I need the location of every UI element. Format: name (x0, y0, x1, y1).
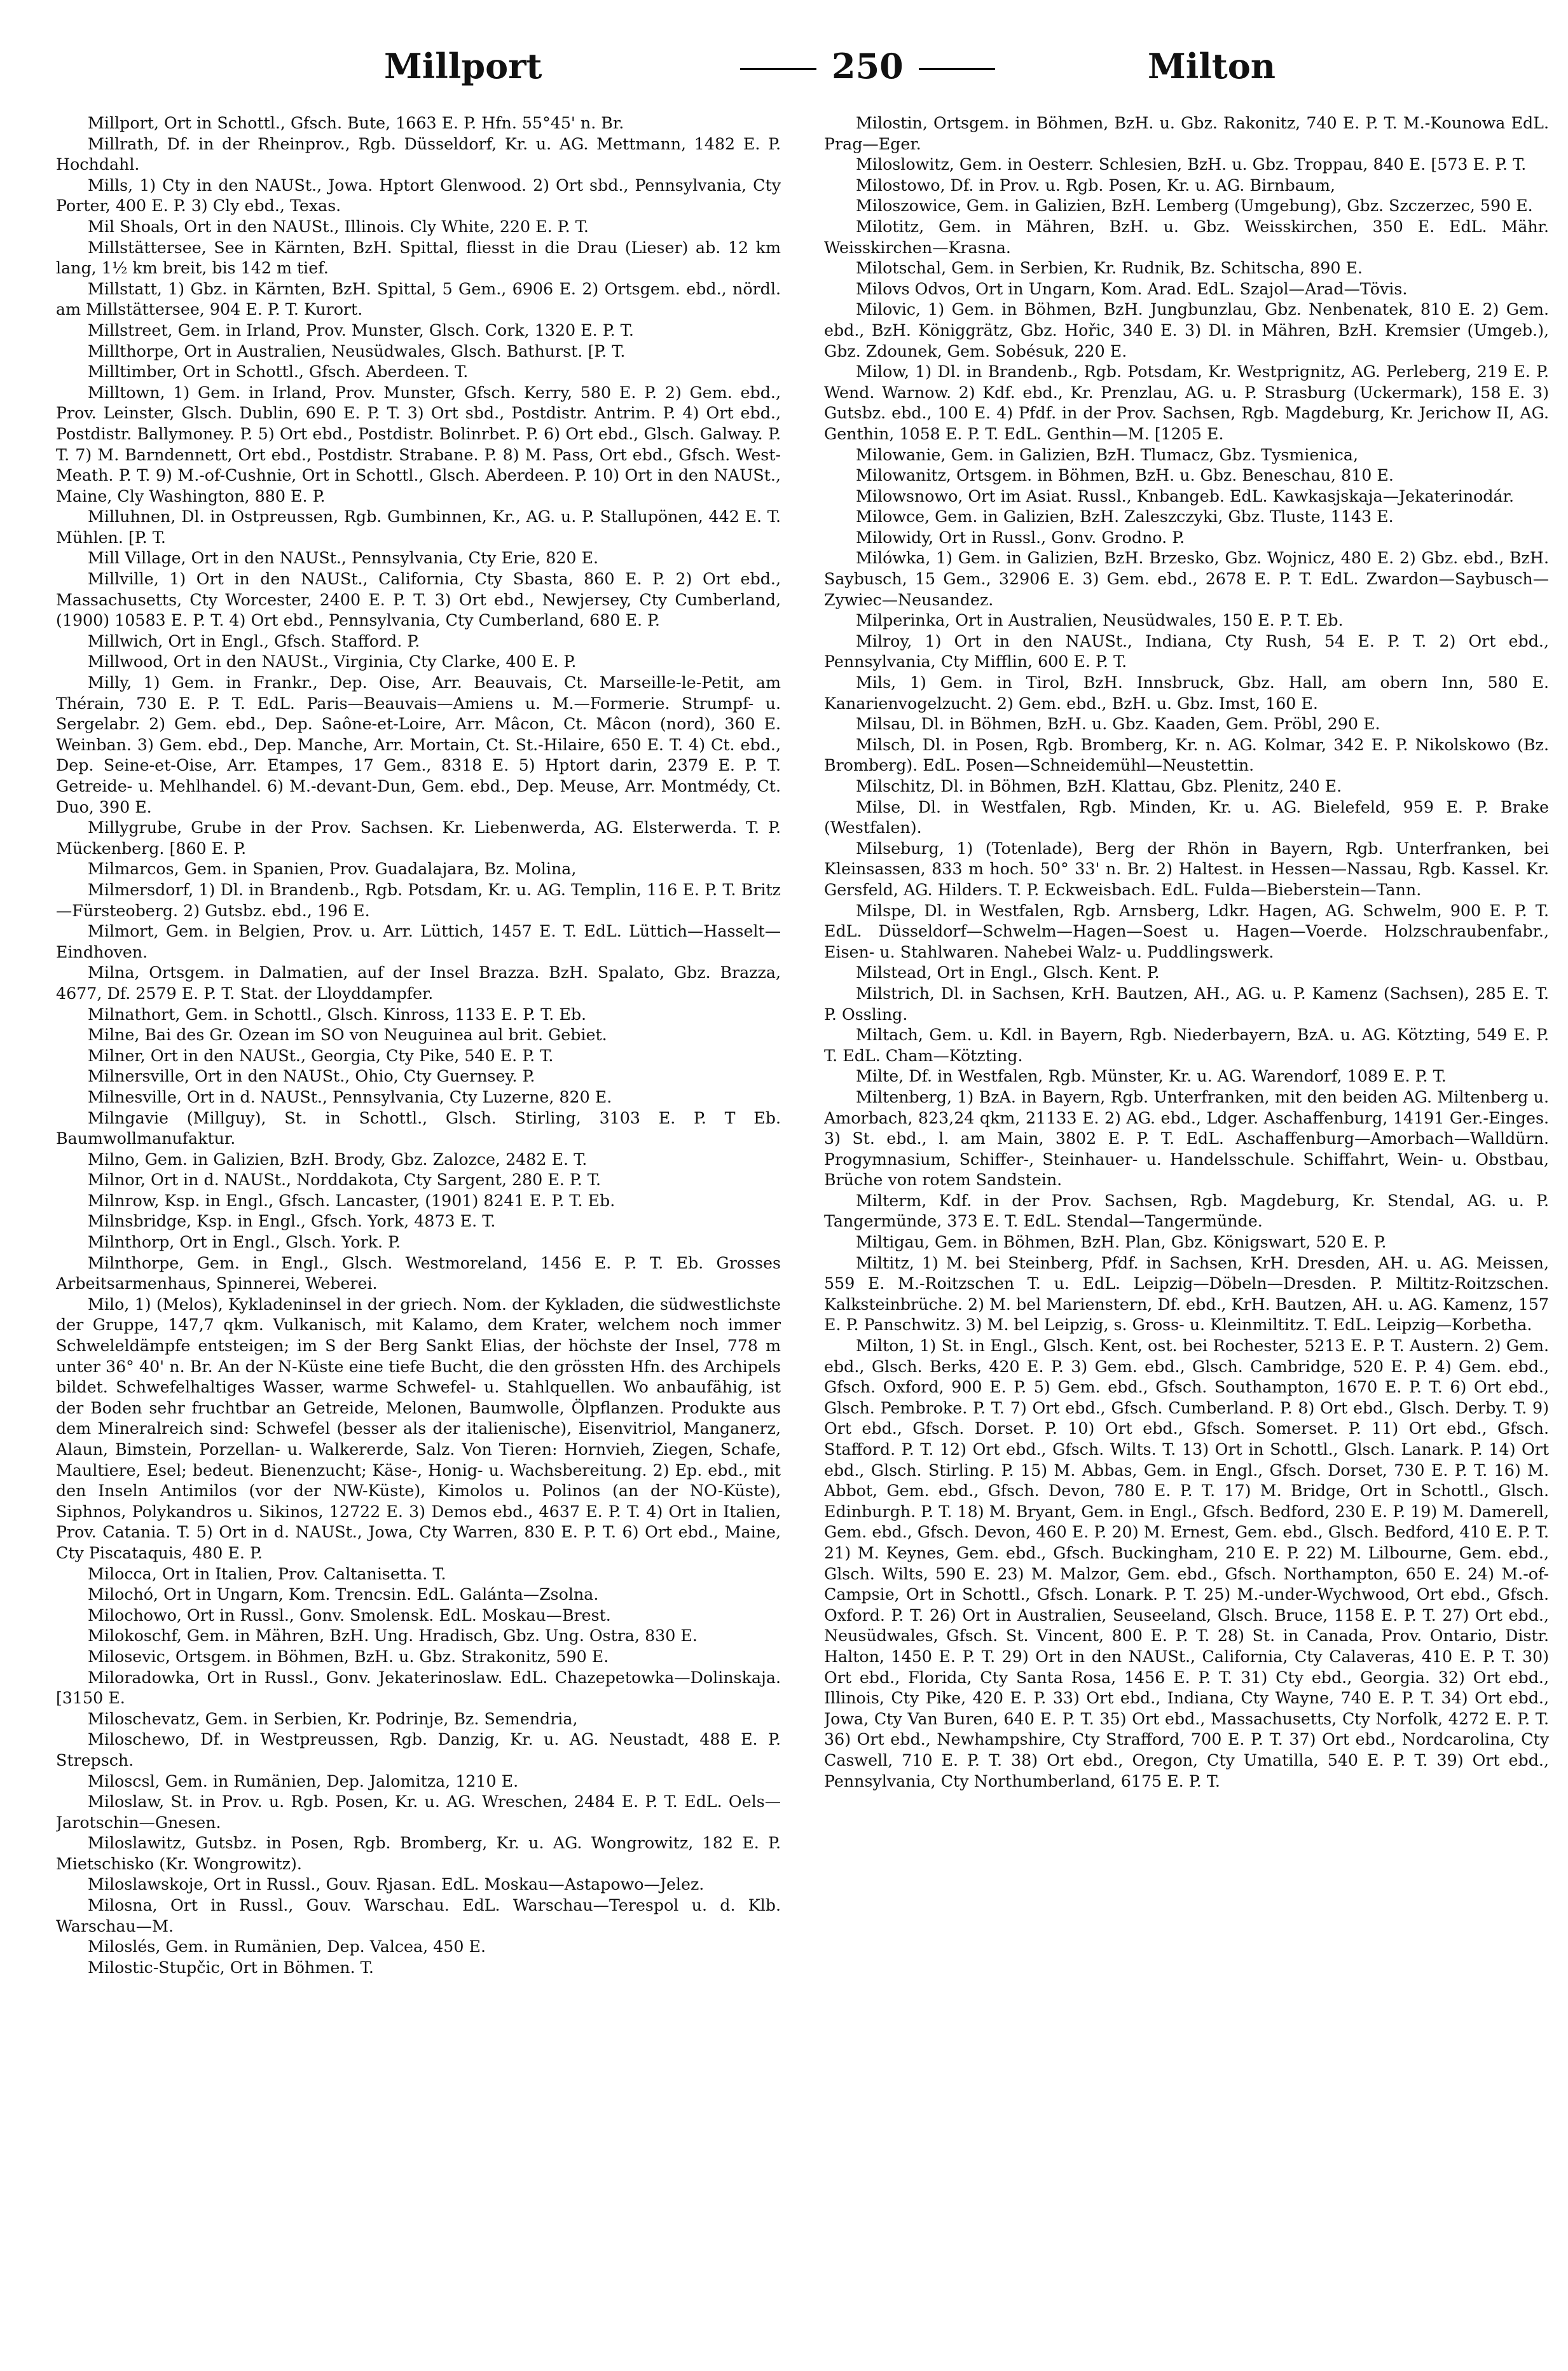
gazetteer-entry: Millwich, Ort in Engl., Gfsch. Stafford. P. (88, 631, 420, 650)
header-first-entry: Millport (384, 46, 542, 86)
gazetteer-entry: Milostin, Ortsgem. in Böhmen, BzH. u. Gbz. Rakonitz, 740 E. P. T. M.-Kounowa EdL. Prag—Eger. (824, 114, 1549, 153)
gazetteer-entry: Miloslés, Gem. in Rumänien, Dep. Valcea, 450 E. (88, 1937, 486, 1956)
gazetteer-entry: Milnesville, Ort in d. NAUSt., Pennsylvania, Cty Luzerne, 820 E. (88, 1087, 612, 1106)
gazetteer-entry: Milowidy, Ort in Russl., Gonv. Grodno. P. (856, 528, 1185, 547)
gazetteer-entry: Milowce, Gem. in Galizien, BzH. Zaleszczyki, Gbz. Tluste, 1143 E. (856, 507, 1394, 526)
gazetteer-entry: Milstrich, Dl. in Sachsen, KrH. Bautzen, AH., AG. u. P. Kamenz (Sachsen), 285 E. T. P. Ossling. (824, 984, 1549, 1024)
gazetteer-entry: Milmarcos, Gem. in Spanien, Prov. Guadalajara, Bz. Molina, (88, 860, 577, 879)
gazetteer-entry: Millville, 1) Ort in den NAUSt., California, Cty Sbasta, 860 E. P. 2) Ort ebd., Massachusetts, Cty Worcester, 2400 E. P. T. 3) Ort ebd., Newjersey, Cty Cumberland, (1900) 10583 E. P. T. 4) Ort ebd., Pennsylvania, Cty Cumberland, 680 E. P. (56, 570, 781, 630)
gazetteer-entry: Milltimber, Ort in Schottl., Gfsch. Aberdeen. T. (88, 362, 469, 381)
gazetteer-entry: Milostowo, Df. in Prov. u. Rgb. Posen, Kr. u. AG. Birnbaum, (856, 175, 1336, 195)
gazetteer-entry: Miltenberg, 1) BzA. in Bayern, Rgb. Unterfranken, mit den beiden AG. Miltenberg u. Amorbach, 823,24 qkm, 21133 E. 2) AG. ebd., Ldger. Aschaffenburg, 14191 Ger.-Einges. 3) St. ebd., l. am Main, 3802 E. P. T. EdL. Aschaffenburg—Amorbach—Walldürn. Progymnasium, Schiffer-, Steinhauer- u. Handelsschule. Schiffahrt, Wein- u. Obstbau, Brüche von rotem Sandstein. (824, 1087, 1549, 1190)
gazetteer-entry: Miltigau, Gem. in Böhmen, BzH. Plan, Gbz. Königswart, 520 E. P. (856, 1233, 1387, 1252)
gazetteer-entry: Milna, Ortsgem. in Dalmatien, auf der Insel Brazza. BzH. Spalato, Gbz. Brazza, 4677, Df. 2579 E. P. T. Stat. der Lloyddampfer. (56, 963, 781, 1003)
gazetteer-entry: Mill Village, Ort in den NAUSt., Pennsylvania, Cty Erie, 820 E. (88, 549, 599, 568)
gazetteer-entry: Millwood, Ort in den NAUSt., Virginia, Cty Clarke, 400 E. P. (88, 652, 577, 671)
gazetteer-entry: Milner, Ort in den NAUSt., Georgia, Cty Pike, 540 E. P. T. (88, 1046, 554, 1065)
gazetteer-entry: Miloschewo, Df. in Westpreussen, Rgb. Danzig, Kr. u. AG. Neustadt, 488 E. P. Strepsch. (56, 1730, 781, 1770)
right-column (824, 113, 1549, 2339)
gazetteer-entry: Mils, 1) Gem. in Tirol, BzH. Innsbruck, Gbz. Hall, am obern Inn, 580 E. Kanarienvogelzucht. 2) Gem. ebd., BzH. u. Gbz. Imst, 160 E. (824, 673, 1549, 713)
gazetteer-entry: Milly, 1) Gem. in Frankr., Dep. Oise, Arr. Beauvais, Ct. Marseille-le-Petit, am Thérain, 730 E. P. T. EdL. Paris—Beauvais—Amiens u. M.—Formerie. Strumpf- u. Sergelabr. 2) Gem. ebd., Dep. Saône-et-Loire, Arr. Mâcon, Ct. Mâcon (nord), 360 E. Weinban. 3) Gem. ebd., Dep. Manche, Arr. Mortain, Ct. St.-Hilaire, 650 E. T. 4) Ct. ebd., Dep. Seine-et-Oise, Arr. Etampes, 17 Gem., 8318 E. 5) Hptort darin, 2379 E. P. T. Getreide- u. Mehlhandel. 6) M.-devant-Dun, Gem. ebd., Dep. Meuse, Arr. Montmédy, Ct. Duo, 390 E. (56, 673, 781, 816)
gazetteer-entry: Mil Shoals, Ort in den NAUSt., Illinois. Cly White, 220 E. P. T. (88, 217, 589, 236)
gazetteer-entry: Milówka, 1) Gem. in Galizien, BzH. Brzesko, Gbz. Wojnicz, 480 E. 2) Gbz. ebd., BzH. Saybusch, 15 Gem., 32906 E. 3) Gem. ebd., 2678 E. P. T. EdL. Zwardon—Saybusch—Zywiec—Neusandez. (824, 549, 1549, 609)
gazetteer-entry: Milostic-Stupčic, Ort in Böhmen. T. (88, 1958, 374, 1977)
gazetteer-entry: Milno, Gem. in Galizien, BzH. Brody, Gbz. Zalozce, 2482 E. T. (88, 1150, 588, 1169)
page-number-group (725, 46, 1010, 86)
gazetteer-entry: Milte, Df. in Westfalen, Rgb. Münster, Kr. u. AG. Warendorf, 1089 E. P. T. (856, 1067, 1447, 1086)
running-header (0, 46, 1568, 103)
gazetteer-entry: Millstreet, Gem. in Irland, Prov. Munster, Glsch. Cork, 1320 E. P. T. (88, 320, 634, 340)
gazetteer-entry: Milowsnowo, Ort im Asiat. Russl., Knbangeb. EdL. Kawkasjskaja—Jekaterinodár. (856, 486, 1514, 505)
gazetteer-entry: Milotitz, Gem. in Mähren, BzH. u. Gbz. Weisskirchen, 350 E. EdL. Mähr. Weisskirchen—Krasna. (824, 217, 1549, 257)
gazetteer-entry: Miloslaw, St. in Prov. u. Rgb. Posen, Kr. u. AG. Wreschen, 2484 E. P. T. EdL. Oels—Jarotschin—Gnesen. (56, 1792, 781, 1832)
header-last-entry: Milton (1148, 46, 1276, 86)
gazetteer-entry: Millstatt, 1) Gbz. in Kärnten, BzH. Spittal, 5 Gem., 6906 E. 2) Ortsgem. ebd., nördl. am Millstättersee, 904 E. P. T. Kurort. (56, 279, 781, 319)
gazetteer-entry: Milmort, Gem. in Belgien, Prov. u. Arr. Lüttich, 1457 E. T. EdL. Lüttich—Hasselt—Eindhoven. (56, 922, 781, 961)
gazetteer-entry: Milosna, Ort in Russl., Gouv. Warschau. EdL. Warschau—Terespol u. d. Klb. Warschau—M. (56, 1896, 781, 1935)
gazetteer-entry: Milne, Bai des Gr. Ozean im SO von Neuguinea aul brit. Gebiet. (88, 1026, 607, 1045)
gazetteer-entry: Milperinka, Ort in Australien, Neusüdwales, 150 E. P. T. Eb. (856, 611, 1344, 630)
gazetteer-entry: Milse, Dl. in Westfalen, Rgb. Minden, Kr. u. AG. Bielefeld, 959 E. P. Brake (Westfalen). (824, 797, 1549, 837)
gazetteer-entry: Miloslawskoje, Ort in Russl., Gouv. Rjasan. EdL. Moskau—Astapowo—Jelez. (88, 1875, 705, 1894)
gazetteer-entry: Milngavie (Millguy), St. in Schottl., Glsch. Stirling, 3103 E. P. T Eb. Baumwollmanufaktur. (56, 1108, 781, 1148)
gazetteer-entry: Milmersdorf, 1) Dl. in Brandenb., Rgb. Potsdam, Kr. u. AG. Templin, 116 E. P. T. Britz—Fürsteoberg. 2) Gutsbz. ebd., 196 E. (56, 880, 781, 920)
gazetteer-entry: Milovic, 1) Gem. in Böhmen, BzH. Jungbunzlau, Gbz. Nenbenatek, 810 E. 2) Gem. ebd., BzH. Königgrätz, Gbz. Hořic, 340 E. 3) Dl. in Mähren, BzH. Kremsier (Umgeb.), Gbz. Zdounek, Gem. Sobésuk, 220 E. (824, 300, 1549, 361)
gazetteer-entry: Milnthorp, Ort in Engl., Glsch. York. P. (88, 1233, 401, 1252)
gazetteer-entry: Mills, 1) Cty in den NAUSt., Jowa. Hptort Glenwood. 2) Ort sbd., Pennsylvania, Cty Porter, 400 E. P. 3) Cly ebd., Texas. (56, 175, 781, 216)
gazetteer-entry: Milochowo, Ort in Russl., Gonv. Smolensk. EdL. Moskau—Brest. (88, 1605, 611, 1625)
gazetteer-entry: Milroy, 1) Ort in den NAUSt., Indiana, Cty Rush, 54 E. P. T. 2) Ort ebd., Pennsylvania, Cty Mifflin, 600 E. P. T. (824, 631, 1549, 671)
gazetteer-entry: Miloradowka, Ort in Russl., Gonv. Jekaterinoslaw. EdL. Chazepetowka—Dolinskaja. [3150 E. (56, 1668, 781, 1708)
header-rule-right (919, 68, 995, 70)
gazetteer-entry: Miltitz, 1) M. bei Steinberg, Pfdf. in Sachsen, KrH. Dresden, AH. u. AG. Meissen, 559 E. M.-Roitzschen T. u. EdL. Leipzig—Döbeln—Dresden. P. Miltitz-Roitzschen. Kalksteinbrüche. 2) M. bel Marienstern, Df. ebd., KrH. Bautzen, AH. u. AG. Kamenz, 157 E. P. Panschwitz. 3) M. bel Leipzig, s. Gross- u. Kleinmiltitz. T. EdL. Leipzig—Korbetha. (824, 1253, 1549, 1335)
gazetteer-entry: Milokoschf, Gem. in Mähren, BzH. Ung. Hradisch, Gbz. Ung. Ostra, 830 E. (88, 1626, 698, 1646)
gazetteer-entry: Millport, Ort in Schottl., Gfsch. Bute, 1663 E. P. Hfn. 55°45' n. Br. (88, 114, 624, 132)
gazetteer-entry: Milnrow, Ksp. in Engl., Gfsch. Lancaster, (1901) 8241 E. P. T. Eb. (88, 1191, 616, 1210)
gazetteer-entry: Miltach, Gem. u. Kdl. in Bayern, Rgb. Niederbayern, BzA. u. AG. Kötzting, 549 E. P. T. EdL. Cham—Kötzting. (824, 1026, 1549, 1065)
gazetteer-entry: Milochó, Ort in Ungarn, Kom. Trencsin. EdL. Galánta—Zsolna. (88, 1585, 599, 1604)
left-column (56, 113, 781, 2339)
gazetteer-entry: Milschitz, Dl. in Böhmen, BzH. Klattau, Gbz. Plenitz, 240 E. (856, 777, 1342, 795)
gazetteer-entry: Milnathort, Gem. in Schottl., Glsch. Kinross, 1133 E. P. T. Eb. (88, 1005, 587, 1024)
gazetteer-entry: Miloszowice, Gem. in Galizien, BzH. Lemberg (Umgebung), Gbz. Szczerzec, 590 E. (856, 196, 1533, 216)
gazetteer-entry: Milocca, Ort in Italien, Prov. Caltanisetta. T. (88, 1564, 446, 1583)
gazetteer-entry: Milnor, Ort in d. NAUSt., Norddakota, Cty Sargent, 280 E. P. T. (88, 1171, 602, 1190)
gazetteer-entry: Milspe, Dl. in Westfalen, Rgb. Arnsberg, Ldkr. Hagen, AG. Schwelm, 900 E. P. T. EdL. Düsseldorf—Schwelm—Hagen—Soest u. Hagen—Voerde. Holzschraubenfabr., Eisen- u. Stahlwaren. Nahebei Walz- u. Puddlingswerk. (824, 901, 1549, 961)
gazetteer-entry: Milluhnen, Dl. in Ostpreussen, Rgb. Gumbinnen, Kr., AG. u. P. Stallupönen, 442 E. T. Mühlen. [P. T. (56, 507, 781, 547)
gazetteer-entry: Milo, 1) (Melos), Kykladeninsel in der griech. Nom. der Kykladen, die südwestlichste der Gruppe, 147,7 qkm. Vulkanisch, mit Kalamo, dem Krater, welchem noch immer Schweleldämpfe entsteigen; im S der Berg Sankt Elias, der höchste der Insel, 778 m unter 36° 40' n. Br. An der N-Küste eine tiefe Bucht, die den grössten Hfn. des Archipels bildet. Schwefelhaltiges Wasser, warme Schwefel- u. Stahlquellen. Wo anbaufähig, ist der Boden sehr fruchtbar an Getreide, Melonen, Baumwolle, Ölpflanzen. Produkte aus dem Mineralreich sind: Schwefel (besser als der italienische), Eisenvitriol, Manganerz, Alaun, Bimstein, Porzellan- u. Walkererde, Salz. Von Tieren: Hornvieh, Ziegen, Schafe, Maultiere, Esel; bedeut. Bienenzucht; Käse-, Honig- u. Wachsbereitung. 2) Ep. ebd., mit den Inseln Antimilos (vor der NW-Küste), Kimolos u. Polinos (an der NO-Küste), Siphnos, Polykandros u. Sikinos, 12722 E. 3) Demos ebd., 4637 E. P. T. 4) Ort in Italien, Prov. Catania. T. 5) Ort in d. NAUSt., Jowa, Cty Warren, 830 E. P. T. 6) Ort ebd., Maine, Cty Piscataquis, 480 E. P. (56, 1295, 781, 1562)
page-number: 250 (832, 46, 904, 86)
gazetteer-entry: Millthorpe, Ort in Australien, Neusüdwales, Glsch. Bathurst. [P. T. (88, 341, 626, 361)
gazetteer-entry: Miloslawitz, Gutsbz. in Posen, Rgb. Bromberg, Kr. u. AG. Wongrowitz, 182 E. P. Mietschisko (Kr. Wongrowitz). (56, 1834, 781, 1873)
gazetteer-entry: Milltown, 1) Gem. in Irland, Prov. Munster, Gfsch. Kerry, 580 E. P. 2) Gem. ebd., Prov. Leinster, Glsch. Dublin, 690 E. P. T. 3) Ort sbd., Postdistr. Antrim. P. 4) Ort ebd., Postdistr. Ballymoney. P. 5) Ort ebd., Postdistr. Bolinrbet. P. 6) Ort ebd., Glsch. Galway. P. T. 7) M. Barndennett, Ort ebd., Postdistr. Strabane. P. 8) M. Pass, Ort ebd., Gfsch. West-Meath. P. T. 9) M.-of-Cushnie, Ort in Schottl., Glsch. Aberdeen. P. 10) Ort in den NAUSt., Maine, Cly Washington, 880 E. P. (56, 383, 781, 505)
gazetteer-entry: Millstättersee, See in Kärnten, BzH. Spittal, fliesst in die Drau (Lieser) ab. 12 km lang, 1½ km breit, bis 142 m tief. (56, 238, 781, 278)
gazetteer-entry: Milton, 1) St. in Engl., Glsch. Kent, ost. bei Rochester, 5213 E. P. T. Austern. 2) Gem. ebd., Glsch. Berks, 420 E. P. 3) Gem. ebd., Glsch. Cambridge, 520 E. P. 4) Gem. ebd., Gfsch. Oxford, 900 E. P. 5) Gem. ebd., Gfsch. Southampton, 1670 E. P. T. 6) Ort ebd., Glsch. Pembroke. P. T. 7) Ort ebd., Gfsch. Cumberland. P. 8) Ort ebd., Glsch. Derby. T. 9) Ort ebd., Gfsch. Dorset. P. 10) Ort ebd., Gfsch. Somerset. P. 11) Ort ebd., Gfsch. Stafford. P. T. 12) Ort ebd., Gfsch. Wilts. T. 13) Ort in Schottl., Glsch. Lanark. P. 14) Ort ebd., Glsch. Stirling. P. 15) M. Abbas, Gem. in Engl., Gfsch. Dorset, 730 E. P. T. 16) M. Abbot, Gem. ebd., Gfsch. Devon, 780 E. P. T. 17) M. Bridge, Ort in Schottl., Glsch. Edinburgh. P. T. 18) M. Bryant, Gem. in Engl., Gfsch. Bedford, 230 E. P. 19) M. Damerell, Gem. ebd., Gfsch. Devon, 460 E. P. 20) M. Ernest, Gem. ebd., Glsch. Bedford, 410 E. P. T. 21) M. Keynes, Gem. ebd., Gfsch. Buckingham, 210 E. P. 22) M. Lilbourne, Gem. ebd., Glsch. Wilts, 590 E. 23) M. Malzor, Gem. ebd., Gfsch. Northampton, 650 E. 24) M.-of-Campsie, Ort in Schottl., Gfsch. Lonark. P. T. 25) M.-under-Wychwood, Ort ebd., Gfsch. Oxford. P. T. 26) Ort in Australien, Seuseeland, Glsch. Bruce, 1158 E. P. T. 27) Ort ebd., Neusüdwales, Gfsch. St. Vincent, 800 E. P. T. 28) St. in Canada, Prov. Ontario, Distr. Halton, 1450 E. P. T. 29) Ort in den NAUSt., California, Cty Calaveras, 410 E. P. T. 30) Ort ebd., Florida, Cty Santa Rosa, 1456 E. P. T. 31) Cty ebd., Georgia. 32) Ort ebd., Illinois, Cty Pike, 420 E. P. 33) Ort ebd., Indiana, Cty Wayne, 740 E. P. T. 34) Ort ebd., Jowa, Cty Van Buren, 640 E. P. T. 35) Ort ebd., Massachusetts, Cty Norfolk, 4272 E. P. T. 36) Ort ebd., Newhampshire, Cty Strafford, 700 E. P. T. 37) Ort ebd., Nordcarolina, Cty Caswell, 710 E. P. T. 38) Ort ebd., Oregon, Cty Umatilla, 540 E. P. T. 39) Ort ebd., Pennsylvania, Cty Northumberland, 6175 E. P. T. (824, 1337, 1549, 1790)
gazetteer-entry: Milstead, Ort in Engl., Glsch. Kent. P. (856, 963, 1160, 982)
gazetteer-entry: Miloslowitz, Gem. in Oesterr. Schlesien, BzH. u. Gbz. Troppau, 840 E. [573 E. P. T. (856, 155, 1527, 174)
gazetteer-entry: Milnsbridge, Ksp. in Engl., Gfsch. York, 4873 E. T. (88, 1212, 496, 1231)
gazetteer-entry: Millrath, Df. in der Rheinprov., Rgb. Düsseldorf, Kr. u. AG. Mettmann, 1482 E. P. Hochdahl. (56, 134, 781, 174)
gazetteer-entry: Milotschal, Gem. in Serbien, Kr. Rudnik, Bz. Schitscha, 890 E. (856, 259, 1363, 278)
gazetteer-entry: Milterm, Kdf. in der Prov. Sachsen, Rgb. Magdeburg, Kr. Stendal, AG. u. P. Tangermünde, 373 E. T. EdL. Stendal—Tangermünde. (824, 1191, 1549, 1231)
gazetteer-entry: Milosevic, Ortsgem. in Böhmen, BzH. u. Gbz. Strakonitz, 590 E. (88, 1647, 609, 1666)
gazetteer-entry: Miloschevatz, Gem. in Serbien, Kr. Podrinje, Bz. Semendria, (88, 1709, 578, 1728)
gazetteer-entry: Milsch, Dl. in Posen, Rgb. Bromberg, Kr. n. AG. Kolmar, 342 E. P. Nikolskowo (Bz. Bromberg). EdL. Posen—Schneidemühl—Neustettin. (824, 735, 1549, 775)
gazetteer-entry: Miloscsl, Gem. in Rumänien, Dep. Jalomitza, 1210 E. (88, 1771, 519, 1790)
gazetteer-entry: Millygrube, Grube in der Prov. Sachsen. Kr. Liebenwerda, AG. Elsterwerda. T. P. Mückenberg. [860 E. P. (56, 818, 781, 858)
gazetteer-entry: Milsau, Dl. in Böhmen, BzH. u. Gbz. Kaaden, Gem. Pröbl, 290 E. (856, 715, 1380, 734)
header-rule-left (740, 68, 816, 70)
gazetteer-entry: Milowanitz, Ortsgem. in Böhmen, BzH. u. Gbz. Beneschau, 810 E. (856, 466, 1394, 485)
gazetteer-entry: Milowanie, Gem. in Galizien, BzH. Tlumacz, Gbz. Tysmienica, (856, 445, 1359, 464)
gazetteer-entry: Milnthorpe, Gem. in Engl., Glsch. Westmoreland, 1456 E. P. T. Eb. Grosses Arbeitsarmenhaus, Spinnerei, Weberei. (56, 1253, 781, 1293)
gazetteer-entry: Milow, 1) Dl. in Brandenb., Rgb. Potsdam, Kr. Westprignitz, AG. Perleberg, 219 E. P. Wend. Warnow. 2) Kdf. ebd., Kr. Prenzlau, AG. u. P. Strasburg (Uckermark), 158 E. 3) Gutsbz. ebd., 100 E. 4) Pfdf. in der Prov. Sachsen, Rgb. Magdeburg, Kr. Jerichow II, AG. Genthin, 1058 E. P. T. EdL. Genthin—M. [1205 E. (824, 362, 1549, 443)
gazetteer-entry: Milseburg, 1) (Totenlade), Berg der Rhön in Bayern, Rgb. Unterfranken, bei Kleinsassen, 833 m hoch. 50° 33' n. Br. 2) Haltest. in Hessen—Nassau, Rgb. Kassel. Kr. Gersfeld, AG. Hilders. T. P. Eckweisbach. EdL. Fulda—Bieberstein—Tann. (824, 839, 1549, 899)
gazetteer-entry: Milnersville, Ort in den NAUSt., Ohio, Cty Guernsey. P. (88, 1067, 535, 1086)
gazetteer-entry: Milovs Odvos, Ort in Ungarn, Kom. Arad. EdL. Szajol—Arad—Tövis. (856, 279, 1408, 298)
